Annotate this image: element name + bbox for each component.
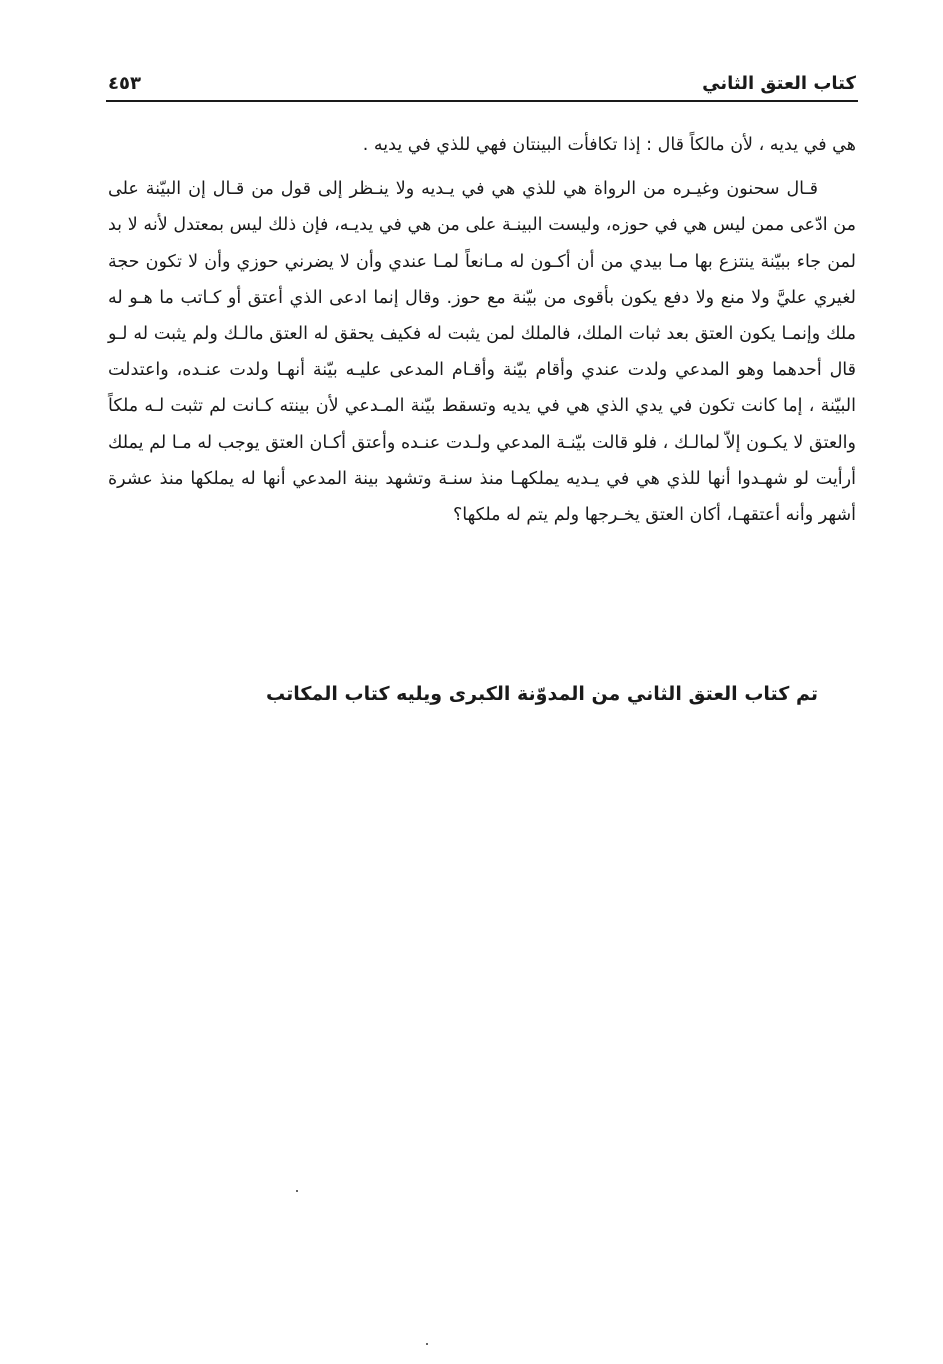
paragraph-sahnun: قـال سحنون وغيـره من الرواة هي للذي هي في يـديه ولا ينـظر إلى قول من قـال إن البيّنة على من ادّعى ممن ليس هي في حوزه، وليست البينـة على من هي في يديـه، فإن ذلك ليس بمعتدل لأنه لا بد لمن جاء ببيّنة ينتزع بها مـا بيدي من أن أكـون له مـانعاً لمـا عندي وأن لا يضرني حوزي وأن لا تكون حجة لغيري عليَّ ولا منع ولا دفع يكون بأقوى من بيّنة مع حوز. وقال إنما ادعى الذي أعتق أو كـاتب ما هـو له ملك وإنمـا يكون العتق بعد ثبات الملك، فالملك لمن يثبت له فكيف يحقق له العتق مالـك ولم يثبت له لـو قال أحدهما وهو المدعي ولدت عندي وأقام بيّنة وأقـام المدعى عليـه بيّنة أنهـا ولدت عنـده، واعتدلت البيّنة ، إما كانت تكون في يدي الذي هي في يديه وتسقط بيّنة المـدعي لأن بينته كـانت لم تثبت لـه ملكاً والعتق لا يكـون إلاّ لمالـك ، فلو قالت بيّنـة المدعي ولـدت عنـده وأعتق أكـان العتق يوجب له مـا لم يملك أرأيت لو شهـدوا أنها للذي هي في يـديه يملكهـا منذ سنـة وتشهد بينة المدعي أنها له يملكها منذ عشرة أشهر وأنه أعتقهـا، أكان العتق يخـرجها ولم يتم له ملكها؟: [108, 179, 856, 526]
running-header: [108, 70, 856, 100]
closing-line: تم كتاب العتق الثاني من المدوّنة الكبرى ويليه كتاب المكاتب: [266, 683, 818, 705]
main-text: [108, 127, 856, 533]
scan-speck: [426, 1343, 428, 1345]
scan-speck: [296, 1190, 298, 1192]
page-number: ٤٥٣: [108, 73, 141, 94]
header-divider: [106, 100, 858, 102]
paragraph-continuation: هي في يديه ، لأن مالكاً قال : إذا تكافأت البينتان فهي للذي في يديه .: [362, 135, 856, 155]
chapter-title: كتاب العتق الثاني: [702, 73, 856, 94]
